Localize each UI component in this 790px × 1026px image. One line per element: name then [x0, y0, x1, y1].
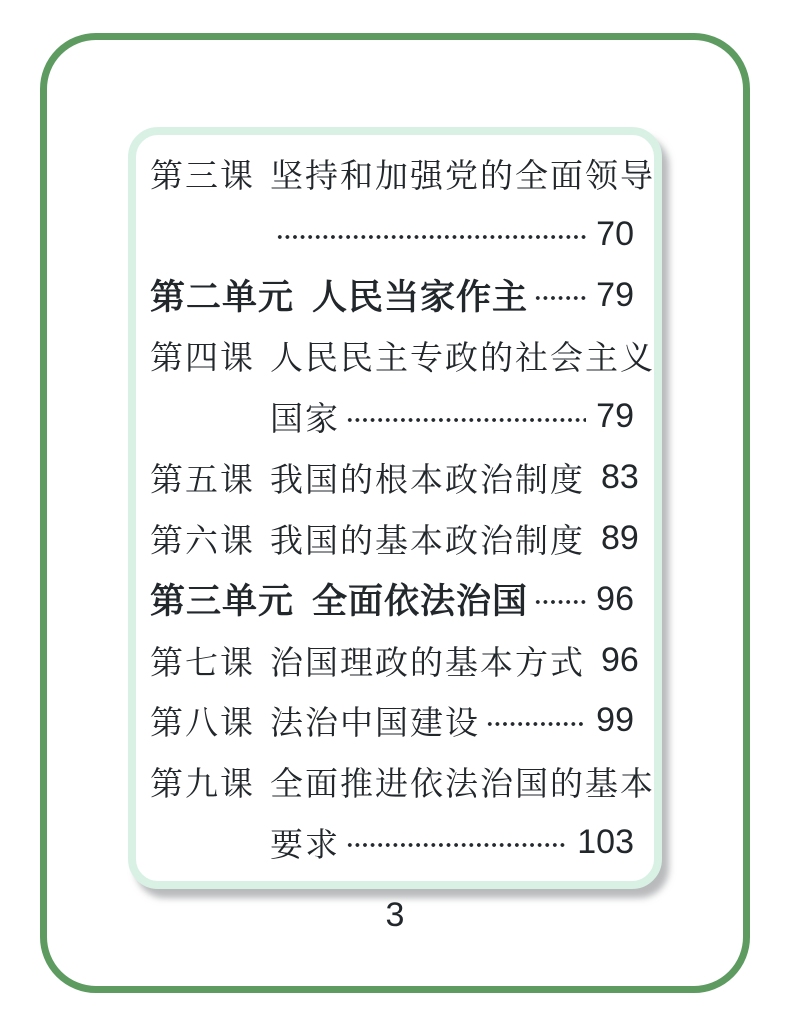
toc-entry-page: 96 — [601, 640, 639, 679]
toc-entry-title: 坚持和加强党的全面领导 — [270, 155, 655, 195]
toc-entry-page: 79 — [596, 397, 634, 436]
toc-entry-title: 全面推进依法治国的基本 — [270, 764, 655, 804]
toc-entry-label: 第三单元 — [150, 582, 295, 623]
toc-entry-title: 我国的根本政治制度 — [270, 460, 585, 500]
toc-entry-title: 我国的基本政治制度 — [270, 520, 585, 560]
toc-entry-page: 99 — [596, 701, 634, 740]
toc-entry-title: 全面依法治国 — [312, 582, 529, 623]
toc-entry-page: 89 — [601, 518, 639, 557]
footer-page-number: 3 — [385, 896, 405, 934]
toc-entry-unit-3 — [150, 569, 634, 630]
toc-entry-label: 第八课 — [150, 703, 255, 743]
toc-entry-lesson-3 — [150, 143, 655, 204]
toc-entry-lesson-7 — [150, 630, 639, 691]
toc-entry-lesson-4-continuation — [150, 386, 634, 447]
toc-entry-lesson-6 — [150, 508, 639, 569]
toc-entry-title-continued: 要求 — [270, 825, 340, 865]
toc-entry-title: 治国理政的基本方式 — [270, 642, 585, 682]
toc-entry-lesson-8 — [150, 690, 634, 751]
toc-entry-title: 法治中国建设 — [270, 703, 480, 743]
toc-entry-lesson-5 — [150, 447, 639, 508]
toc-entry-title: 人民民主专政的社会主义 — [270, 338, 655, 378]
toc-entry-label: 第二单元 — [150, 278, 295, 319]
toc-entry-label: 第三课 — [150, 155, 255, 195]
toc-entry-page: 96 — [596, 579, 634, 618]
toc-entry-title-continued: 国家 — [270, 399, 340, 439]
toc-entry-label: 第七课 — [150, 642, 255, 682]
toc-entry-page: 83 — [601, 458, 639, 497]
toc-entry-page: 103 — [577, 823, 634, 862]
toc-entry-label: 第五课 — [150, 460, 255, 500]
dot-leader — [534, 569, 586, 630]
dot-leader — [346, 386, 586, 447]
dot-leader — [276, 204, 586, 265]
toc-entry-page: 79 — [596, 275, 634, 314]
toc-entry-lesson-9 — [150, 751, 655, 812]
dot-leader — [346, 812, 567, 873]
toc-entry-label: 第九课 — [150, 764, 255, 804]
toc-entry-lesson-4 — [150, 325, 655, 386]
dot-leader — [486, 690, 586, 751]
toc-entry-label: 第四课 — [150, 338, 255, 378]
toc-entry-unit-2 — [150, 265, 634, 326]
toc-entry-title: 人民当家作主 — [312, 278, 529, 319]
dot-leader — [534, 265, 586, 326]
toc-entry-label: 第六课 — [150, 520, 255, 560]
toc-entry-page: 70 — [596, 214, 634, 253]
toc-card — [128, 127, 662, 889]
toc-entry-lesson-9-continuation — [150, 812, 634, 873]
toc-entry-lesson-3-continuation — [150, 204, 634, 265]
